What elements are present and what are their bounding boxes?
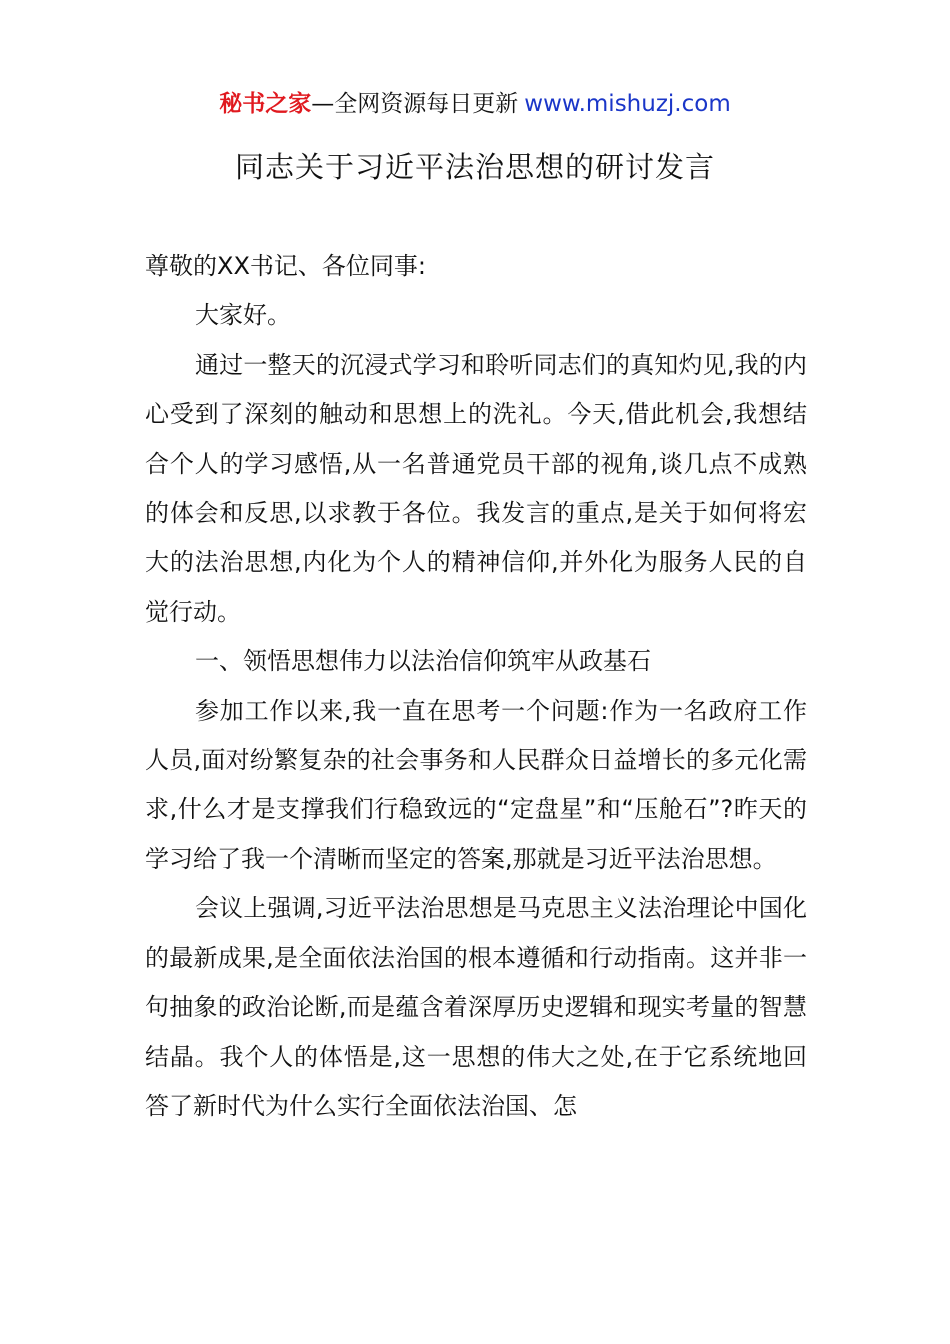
site-header: [0, 86, 950, 122]
paragraph: 会议上强调,习近平法治思想是马克思主义法治理论中国化的最新成果,是全面依法治国的根本遵循和行动指南。这并非一句抽象的政治论断,而是蕴含着深厚历史逻辑和现实考量的智慧结晶。我个人的体悟是,这一思想的伟大之处,在于它系统地回答了新时代为什么实行全面依法治国、怎: [145, 894, 807, 1120]
header-tagline: —全网资源每日更新: [311, 91, 519, 117]
section-heading: 一、领悟思想伟力以法治信仰筑牢从政基石: [195, 647, 651, 676]
salutation: 尊敬的XX书记、各位同事:: [145, 252, 426, 280]
document-title: 同志关于习近平法治思想的研讨发言: [234, 150, 715, 184]
paragraph: 通过一整天的沉浸式学习和聆听同志们的真知灼见,我的内心受到了深刻的触动和思想上的洗礼。今天,借此机会,我想结合个人的学习感悟,从一名普通党员干部的视角,谈几点不成熟的体会和反思,以求教于各位。我发言的重点,是关于如何将宏大的法治思想,内化为个人的精神信仰,并外化为服务人民的自觉行动。: [145, 350, 807, 626]
paragraph: 参加工作以来,我一直在思考一个问题:作为一名政府工作人员,面对纷繁复杂的社会事务和人民群众日益增长的多元化需求,什么才是支撑我们行稳致远的“定盘星”和“压舱石”?昨天的学习给了我一个清晰而坚定的答案,那就是习近平法治思想。: [145, 696, 807, 873]
brand-name: 秘书之家: [219, 91, 312, 117]
greeting: 大家好。: [195, 301, 291, 330]
site-url-link[interactable]: www.mishuzj.com: [524, 91, 731, 117]
document-body: [145, 242, 807, 1131]
